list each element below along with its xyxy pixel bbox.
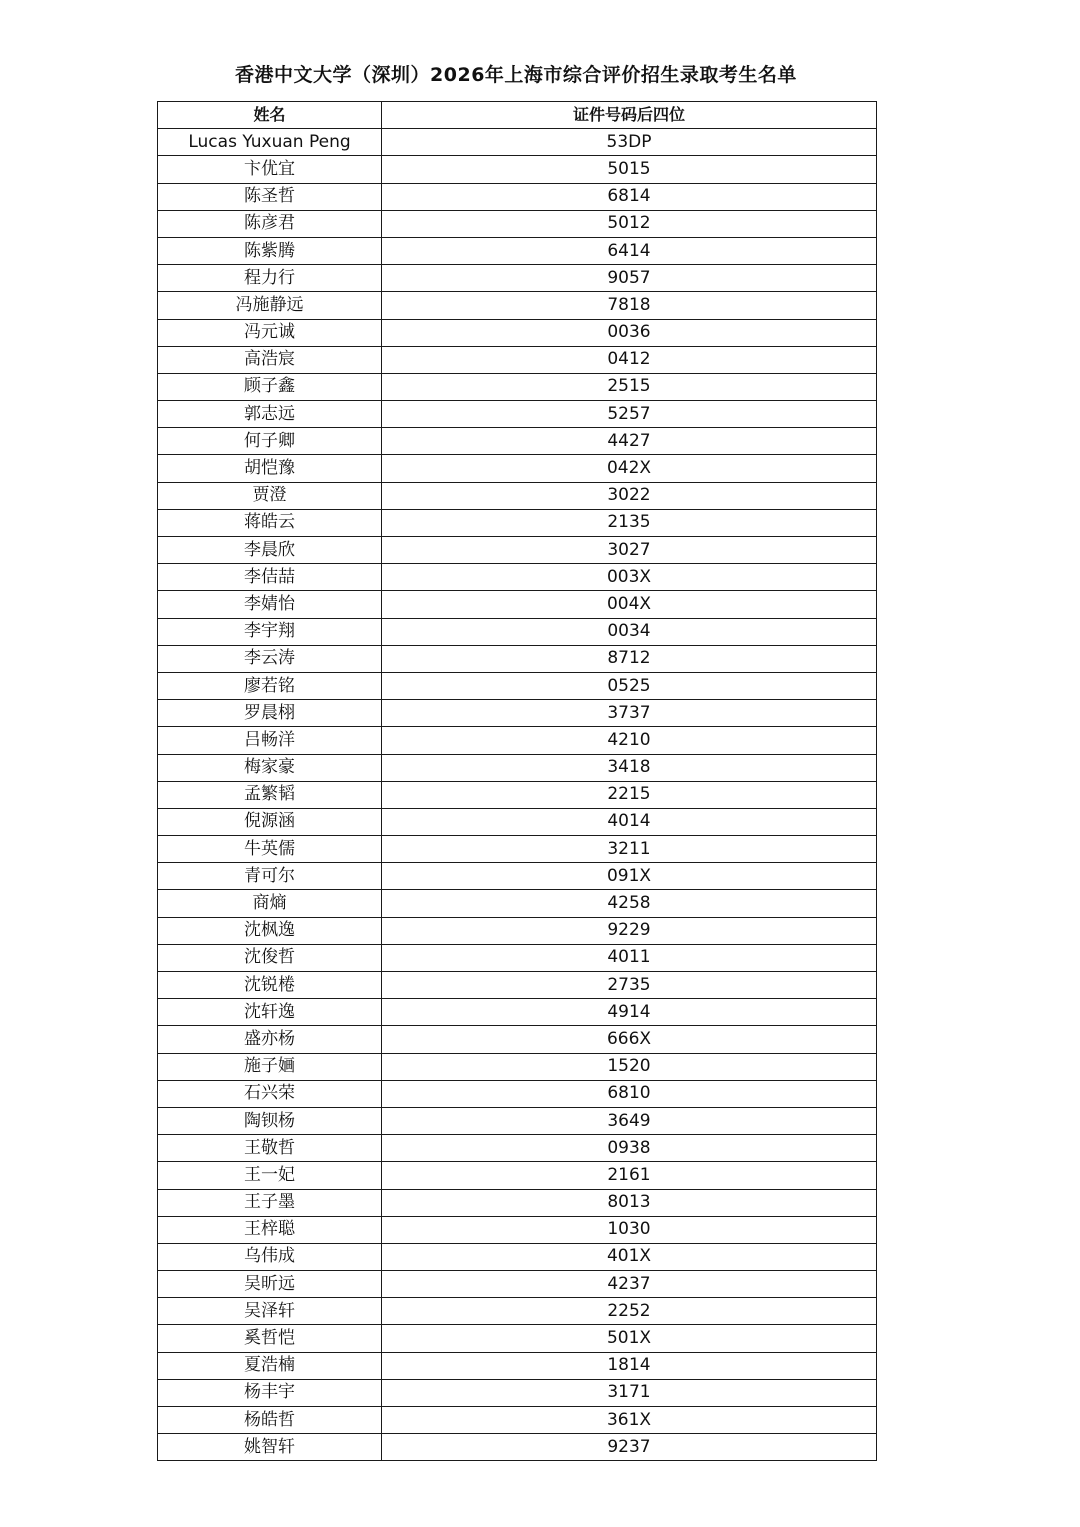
cell-id-last4: 0036 xyxy=(382,319,877,346)
cell-name: 牛英儒 xyxy=(158,836,382,863)
table-row xyxy=(158,1407,877,1434)
header-row xyxy=(158,102,877,129)
cell-name: 沈俊哲 xyxy=(158,944,382,971)
table-row xyxy=(158,1271,877,1298)
cell-id-last4: 5012 xyxy=(382,210,877,237)
table-row xyxy=(158,944,877,971)
table-row xyxy=(158,1216,877,1243)
cell-id-last4: 003X xyxy=(382,564,877,591)
cell-name: 高浩宸 xyxy=(158,346,382,373)
cell-id-last4: 3418 xyxy=(382,754,877,781)
cell-id-last4: 2252 xyxy=(382,1298,877,1325)
table-row xyxy=(158,700,877,727)
table-row xyxy=(158,917,877,944)
cell-id-last4: 1814 xyxy=(382,1352,877,1379)
cell-name: 沈枫逸 xyxy=(158,917,382,944)
table-row xyxy=(158,210,877,237)
cell-id-last4: 361X xyxy=(382,1407,877,1434)
cell-name: 商熵 xyxy=(158,890,382,917)
cell-name: 孟繁韬 xyxy=(158,781,382,808)
cell-name: 盛亦杨 xyxy=(158,1026,382,1053)
cell-id-last4: 0034 xyxy=(382,618,877,645)
cell-name: 冯施静远 xyxy=(158,292,382,319)
cell-id-last4: 3022 xyxy=(382,482,877,509)
cell-id-last4: 1030 xyxy=(382,1216,877,1243)
cell-name: 杨皓哲 xyxy=(158,1407,382,1434)
cell-name: 程力行 xyxy=(158,265,382,292)
table-row xyxy=(158,754,877,781)
table-row xyxy=(158,1189,877,1216)
table-row xyxy=(158,292,877,319)
cell-id-last4: 3171 xyxy=(382,1379,877,1406)
cell-id-last4: 5015 xyxy=(382,156,877,183)
table-row xyxy=(158,645,877,672)
cell-id-last4: 9229 xyxy=(382,917,877,944)
cell-name: 李佶喆 xyxy=(158,564,382,591)
cell-name: 吕畅洋 xyxy=(158,727,382,754)
table-row xyxy=(158,237,877,264)
cell-id-last4: 9237 xyxy=(382,1434,877,1461)
table-row xyxy=(158,265,877,292)
cell-id-last4: 4237 xyxy=(382,1271,877,1298)
cell-name: 冯元诚 xyxy=(158,319,382,346)
cell-id-last4: 401X xyxy=(382,1243,877,1270)
table-header xyxy=(158,102,877,129)
cell-name: 罗晨栩 xyxy=(158,700,382,727)
cell-name: 李晨欣 xyxy=(158,537,382,564)
cell-id-last4: 6814 xyxy=(382,183,877,210)
table-row xyxy=(158,1325,877,1352)
cell-name: 卞优宜 xyxy=(158,156,382,183)
cell-name: 乌伟成 xyxy=(158,1243,382,1270)
table-row xyxy=(158,1298,877,1325)
cell-id-last4: 5257 xyxy=(382,401,877,428)
table-row xyxy=(158,999,877,1026)
cell-name: 王敬哲 xyxy=(158,1135,382,1162)
table-row xyxy=(158,672,877,699)
cell-id-last4: 2515 xyxy=(382,373,877,400)
cell-id-last4: 6810 xyxy=(382,1080,877,1107)
cell-name: 沈锐棬 xyxy=(158,972,382,999)
table-row xyxy=(158,1107,877,1134)
table-row xyxy=(158,1053,877,1080)
column-header-name: 姓名 xyxy=(158,102,382,129)
cell-id-last4: 3649 xyxy=(382,1107,877,1134)
cell-id-last4: 501X xyxy=(382,1325,877,1352)
cell-id-last4: 4011 xyxy=(382,944,877,971)
table-row xyxy=(158,156,877,183)
cell-name: 李云涛 xyxy=(158,645,382,672)
cell-name: 蒋皓云 xyxy=(158,509,382,536)
table-row xyxy=(158,1434,877,1461)
table-row xyxy=(158,1162,877,1189)
cell-name: 贾澄 xyxy=(158,482,382,509)
table-row xyxy=(158,319,877,346)
cell-name: 胡恺豫 xyxy=(158,455,382,482)
cell-id-last4: 2215 xyxy=(382,781,877,808)
cell-name: 李宇翔 xyxy=(158,618,382,645)
cell-id-last4: 2161 xyxy=(382,1162,877,1189)
table-row xyxy=(158,890,877,917)
table-row xyxy=(158,1243,877,1270)
cell-name: 陶钡杨 xyxy=(158,1107,382,1134)
table-row xyxy=(158,1135,877,1162)
cell-id-last4: 2135 xyxy=(382,509,877,536)
cell-name: 王一妃 xyxy=(158,1162,382,1189)
cell-name: 夏浩楠 xyxy=(158,1352,382,1379)
cell-name: 何子卿 xyxy=(158,428,382,455)
cell-name: 倪源涵 xyxy=(158,808,382,835)
cell-name: 沈轩逸 xyxy=(158,999,382,1026)
table-row xyxy=(158,972,877,999)
cell-name: 施子婳 xyxy=(158,1053,382,1080)
table-row xyxy=(158,1379,877,1406)
table-row xyxy=(158,564,877,591)
table-row xyxy=(158,482,877,509)
cell-id-last4: 7818 xyxy=(382,292,877,319)
cell-id-last4: 666X xyxy=(382,1026,877,1053)
table-row xyxy=(158,836,877,863)
table-row xyxy=(158,373,877,400)
table-row xyxy=(158,781,877,808)
cell-name: 吴泽轩 xyxy=(158,1298,382,1325)
table-row xyxy=(158,863,877,890)
cell-id-last4: 4210 xyxy=(382,727,877,754)
cell-id-last4: 6414 xyxy=(382,237,877,264)
cell-name: 杨丰宇 xyxy=(158,1379,382,1406)
cell-id-last4: 8013 xyxy=(382,1189,877,1216)
table-row xyxy=(158,129,877,156)
cell-id-last4: 4014 xyxy=(382,808,877,835)
table-row xyxy=(158,401,877,428)
cell-name: 顾子鑫 xyxy=(158,373,382,400)
cell-name: 陈圣哲 xyxy=(158,183,382,210)
table-row xyxy=(158,428,877,455)
admission-table xyxy=(157,101,877,1461)
table-row xyxy=(158,455,877,482)
cell-name: 梅家豪 xyxy=(158,754,382,781)
cell-id-last4: 2735 xyxy=(382,972,877,999)
table-body xyxy=(158,129,877,1461)
table-row xyxy=(158,808,877,835)
table-row xyxy=(158,509,877,536)
cell-name: 姚智轩 xyxy=(158,1434,382,1461)
table-row xyxy=(158,618,877,645)
cell-id-last4: 3737 xyxy=(382,700,877,727)
cell-id-last4: 042X xyxy=(382,455,877,482)
page-title: 香港中文大学（深圳）2026年上海市综合评价招生录取考生名单 xyxy=(235,64,797,86)
cell-id-last4: 0412 xyxy=(382,346,877,373)
cell-name: 青可尔 xyxy=(158,863,382,890)
cell-name: 王子墨 xyxy=(158,1189,382,1216)
table-row xyxy=(158,1352,877,1379)
cell-id-last4: 4914 xyxy=(382,999,877,1026)
cell-name: 吴昕远 xyxy=(158,1271,382,1298)
table-row xyxy=(158,346,877,373)
cell-id-last4: 53DP xyxy=(382,129,877,156)
cell-name: 奚哲恺 xyxy=(158,1325,382,1352)
cell-id-last4: 3027 xyxy=(382,537,877,564)
cell-name: 陈紫腾 xyxy=(158,237,382,264)
cell-id-last4: 4427 xyxy=(382,428,877,455)
cell-name: 王梓聪 xyxy=(158,1216,382,1243)
cell-name: 石兴荣 xyxy=(158,1080,382,1107)
cell-name: 陈彦君 xyxy=(158,210,382,237)
cell-id-last4: 8712 xyxy=(382,645,877,672)
cell-name: 郭志远 xyxy=(158,401,382,428)
table-row xyxy=(158,1026,877,1053)
cell-name: 李婧怡 xyxy=(158,591,382,618)
table-row xyxy=(158,591,877,618)
column-header-id-last4: 证件号码后四位 xyxy=(382,102,877,129)
table-row xyxy=(158,183,877,210)
cell-name: 廖若铭 xyxy=(158,672,382,699)
table-row xyxy=(158,1080,877,1107)
cell-id-last4: 3211 xyxy=(382,836,877,863)
table-row xyxy=(158,537,877,564)
cell-id-last4: 4258 xyxy=(382,890,877,917)
cell-id-last4: 1520 xyxy=(382,1053,877,1080)
cell-id-last4: 0525 xyxy=(382,672,877,699)
table-row xyxy=(158,727,877,754)
cell-id-last4: 0938 xyxy=(382,1135,877,1162)
cell-id-last4: 9057 xyxy=(382,265,877,292)
cell-name: Lucas Yuxuan Peng xyxy=(158,129,382,156)
cell-id-last4: 091X xyxy=(382,863,877,890)
cell-id-last4: 004X xyxy=(382,591,877,618)
